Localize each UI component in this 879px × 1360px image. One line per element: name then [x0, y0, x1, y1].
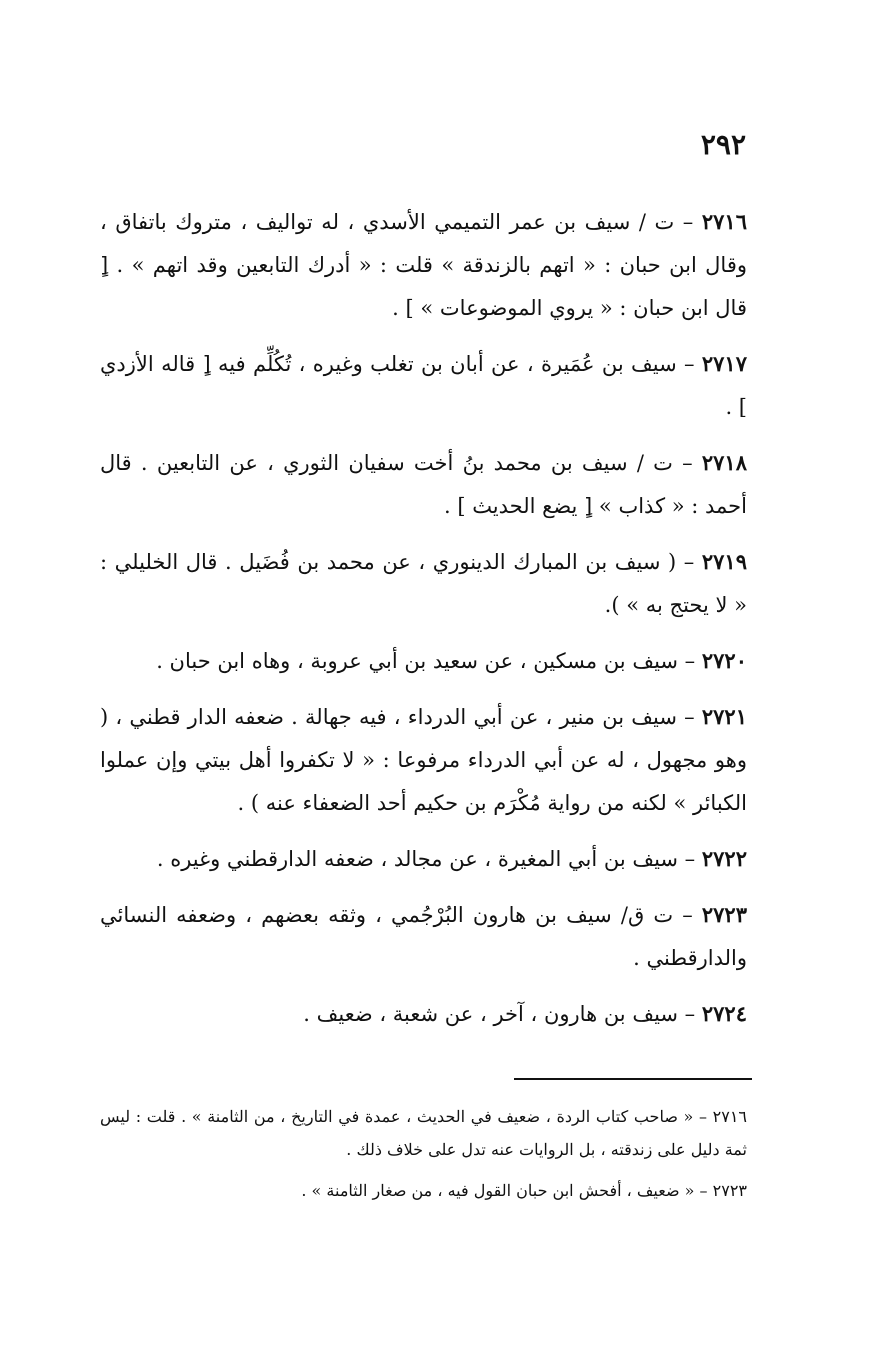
entry — [100, 441, 747, 528]
entry-number: ٢٧٢٣ — [701, 902, 747, 927]
footnote — [100, 1174, 747, 1207]
entry — [100, 837, 747, 881]
entry — [100, 342, 747, 429]
entry-number: ٢٧٢٠ — [701, 648, 747, 673]
entries-list — [100, 200, 747, 1048]
entry-number: ٢٧١٧ — [701, 351, 747, 376]
entry-text: – ت ق/ سيف بن هارون البُرْجُمي ، وثقه بعضهم ، وضعفه النسائي والدارقطني . — [100, 903, 747, 970]
entry — [100, 200, 747, 330]
entry-text: – سيف بن أبي المغيرة ، عن مجالد ، ضعفه الدارقطني وغيره . — [156, 847, 696, 871]
entry — [100, 695, 747, 825]
entry-text: – ت / سيف بن عمر التميمي الأسدي ، له تواليف ، متروك باتفاق ، وقال ابن حبان : « اتهم بالزندقة » قلت : « أدرك التابعين وقد اتهم » . [ٍ قال ابن حبان : « يروي الموضوعات » ] . — [100, 210, 747, 320]
entry-number: ٢٧١٩ — [701, 549, 747, 574]
footnote-number: ٢٧١٦ — [712, 1107, 748, 1126]
entry — [100, 893, 747, 980]
entry-number: ٢٧١٨ — [701, 450, 747, 475]
footnote — [100, 1100, 747, 1166]
entry-text: – سيف بن هارون ، آخر ، عن شعبة ، ضعيف . — [303, 1002, 696, 1026]
entry-number: ٢٧٢١ — [701, 704, 747, 729]
entry-number: ٢٧٢٤ — [701, 1001, 747, 1026]
entry-number: ٢٧٢٢ — [701, 846, 747, 871]
entry-number: ٢٧١٦ — [701, 209, 747, 234]
entry-text: – ( سيف بن المبارك الدينوري ، عن محمد بن فُضَيل . قال الخليلي : « لا يحتج به » ). — [100, 550, 747, 617]
entry-text: – سيف بن عُمَيرة ، عن أبان بن تغلب وغيره ، تُكُلِّم فيه [ٍ قاله الأزدي ] . — [100, 352, 747, 419]
footnote-divider — [514, 1078, 752, 1080]
entry-text: – سيف بن منير ، عن أبي الدرداء ، فيه جهالة . ضعفه الدار قطني ، ( وهو مجهول ، له عن أبي الدرداء مرفوعا : « لا تكفروا أهل بيتي وإن عملوا الكبائر » لكنه من رواية مُكْرَم بن حكيم أحد الضعفاء عنه ) . — [100, 705, 747, 815]
entry-text: – سيف بن مسكين ، عن سعيد بن أبي عروبة ، وهاه ابن حبان . — [156, 649, 696, 673]
entry-text: – ت / سيف بن محمد بنُ أخت سفيان الثوري ، عن التابعين . قال أحمد : « كذاب » [ٍ يضع الحديث ] . — [100, 451, 747, 518]
footnote-text: – « صاحب كتاب الردة ، ضعيف في الحديث ، عمدة في التاريخ ، من الثامنة » . قلت : ليس ثمة دليل على زندقته ، بل الروايات عنه تدل على خلاف ذلك . — [100, 1107, 747, 1159]
footnote-text: – « ضعيف ، أفحش ابن حبان القول فيه ، من صغار الثامنة » . — [301, 1181, 708, 1200]
footnote-number: ٢٧٢٣ — [712, 1181, 747, 1200]
entry — [100, 540, 747, 627]
entry — [100, 992, 747, 1036]
page-number: ٢٩٢ — [700, 128, 746, 161]
footnotes-list — [100, 1100, 747, 1215]
entry — [100, 639, 747, 683]
